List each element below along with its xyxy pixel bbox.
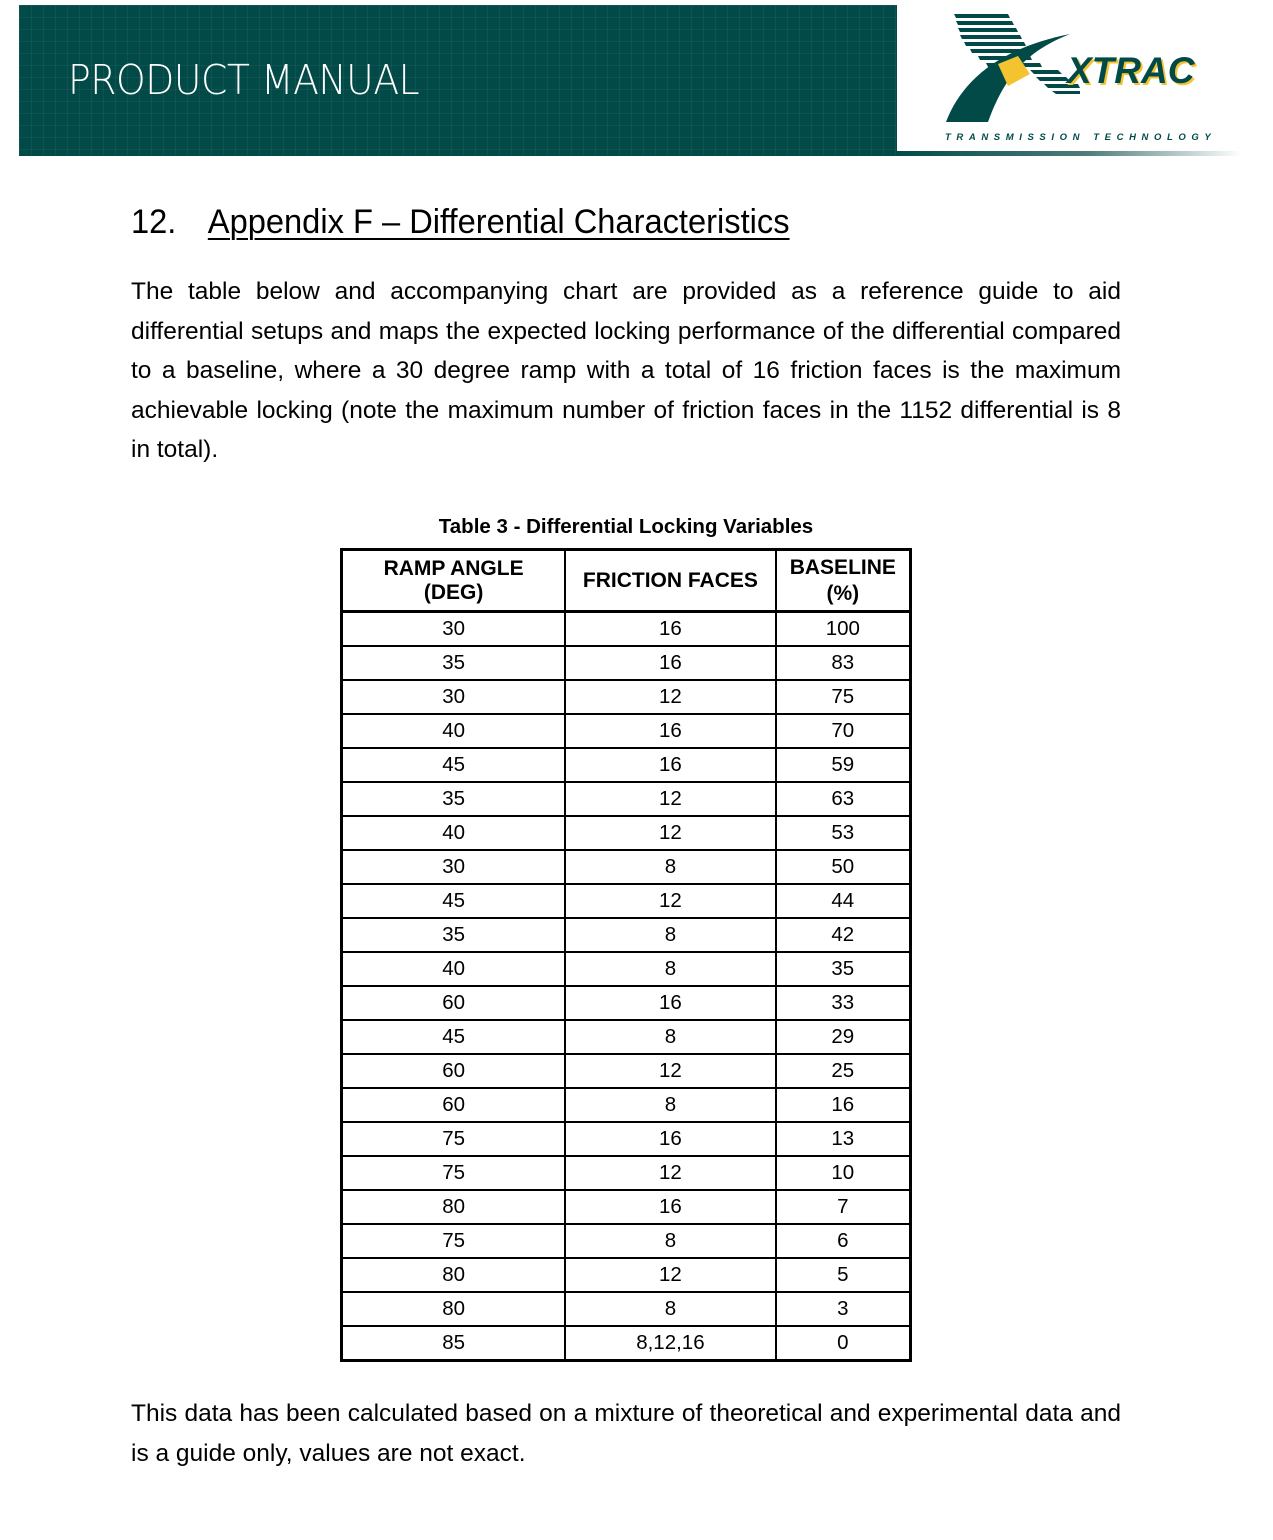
ramp-angle-cell: 85 (342, 1326, 566, 1361)
baseline-cell: 42 (776, 918, 911, 952)
ramp-angle-cell: 60 (342, 1054, 566, 1088)
intro-paragraph: The table below and accompanying chart are provided as a reference guide to aid differential setups and maps the expected locking performance of the differential compared to a baseline, where a 30 degree ramp with a total of 16 friction faces is the maximum achievable locking (note the maximum number of friction faces in the 1152 differential is 8 in total). (131, 278, 1121, 463)
baseline-cell: 29 (776, 1020, 911, 1054)
friction-faces-cell: 8 (565, 1292, 775, 1326)
friction-faces-cell: 12 (565, 1156, 775, 1190)
friction-faces-cell: 8 (565, 1088, 775, 1122)
friction-faces-cell: 16 (565, 986, 775, 1020)
column-header-ramp-angle (342, 550, 566, 612)
ramp-angle-cell: 45 (342, 1020, 566, 1054)
baseline-cell: 0 (776, 1326, 911, 1361)
baseline-cell: 100 (776, 612, 911, 647)
table-row (342, 1054, 911, 1088)
friction-faces-cell: 8 (565, 1020, 775, 1054)
friction-faces-cell: 12 (565, 816, 775, 850)
table-row (342, 1190, 911, 1224)
baseline-cell: 13 (776, 1122, 911, 1156)
friction-faces-cell: 8 (565, 850, 775, 884)
ramp-angle-cell: 45 (342, 748, 566, 782)
ramp-angle-cell: 40 (342, 816, 566, 850)
ramp-angle-cell: 30 (342, 612, 566, 647)
baseline-cell: 10 (776, 1156, 911, 1190)
table-row (342, 680, 911, 714)
table-row (342, 646, 911, 680)
table-row (342, 1326, 911, 1361)
table-caption: Table 3 - Differential Locking Variables (438, 515, 814, 538)
baseline-cell: 7 (776, 1190, 911, 1224)
ramp-angle-cell: 80 (342, 1258, 566, 1292)
table-row (342, 1020, 911, 1054)
friction-faces-cell: 16 (565, 748, 775, 782)
ramp-angle-cell: 40 (342, 714, 566, 748)
ramp-angle-cell: 35 (342, 918, 566, 952)
differential-locking-table (340, 548, 912, 1362)
ramp-angle-cell: 80 (342, 1190, 566, 1224)
table-row (342, 884, 911, 918)
document-title: PRODUCT MANUAL (68, 56, 420, 104)
friction-faces-cell: 8 (565, 952, 775, 986)
ramp-angle-cell: 75 (342, 1156, 566, 1190)
baseline-cell: 25 (776, 1054, 911, 1088)
friction-faces-cell: 16 (565, 612, 775, 647)
ramp-angle-cell: 75 (342, 1224, 566, 1258)
column-header-baseline (776, 550, 911, 612)
baseline-cell: 83 (776, 646, 911, 680)
baseline-cell: 5 (776, 1258, 911, 1292)
friction-faces-cell: 12 (565, 1258, 775, 1292)
ramp-angle-cell: 30 (342, 850, 566, 884)
column-header-baseline-unit: (%) (826, 581, 860, 605)
section-heading (131, 201, 790, 243)
baseline-cell: 53 (776, 816, 911, 850)
baseline-cell: 3 (776, 1292, 911, 1326)
baseline-cell: 44 (776, 884, 911, 918)
table-row (342, 1258, 911, 1292)
friction-faces-cell: 16 (565, 1190, 775, 1224)
table-row (342, 1156, 911, 1190)
section-number: 12. (131, 203, 177, 241)
ramp-angle-cell: 60 (342, 1088, 566, 1122)
friction-faces-cell: 16 (565, 1122, 775, 1156)
baseline-cell: 75 (776, 680, 911, 714)
baseline-cell: 16 (776, 1088, 911, 1122)
table-row (342, 918, 911, 952)
ramp-angle-cell: 60 (342, 986, 566, 1020)
friction-faces-cell: 12 (565, 1054, 775, 1088)
table-row (342, 714, 911, 748)
table-row (342, 1122, 911, 1156)
baseline-cell: 6 (776, 1224, 911, 1258)
baseline-cell: 59 (776, 748, 911, 782)
ramp-angle-cell: 35 (342, 782, 566, 816)
ramp-angle-cell: 35 (342, 646, 566, 680)
friction-faces-cell: 12 (565, 884, 775, 918)
friction-faces-cell: 16 (565, 714, 775, 748)
table-row (342, 782, 911, 816)
section-title: Appendix F – Differential Characteristics (207, 203, 790, 241)
baseline-cell: 50 (776, 850, 911, 884)
table-row (342, 952, 911, 986)
brand-tagline: TRANSMISSION TECHNOLOGY (945, 132, 1217, 143)
ramp-angle-cell: 40 (342, 952, 566, 986)
column-header-friction-faces: FRICTION FACES (565, 550, 775, 612)
baseline-cell: 33 (776, 986, 911, 1020)
ramp-angle-cell: 45 (342, 884, 566, 918)
friction-faces-cell: 16 (565, 646, 775, 680)
ramp-angle-cell: 75 (342, 1122, 566, 1156)
table-row (342, 986, 911, 1020)
table-row (342, 850, 911, 884)
friction-faces-cell: 12 (565, 782, 775, 816)
logo-underline-divider (897, 151, 1242, 156)
table-row (342, 1224, 911, 1258)
table-row (342, 816, 911, 850)
table-row (342, 612, 911, 647)
baseline-cell: 63 (776, 782, 911, 816)
friction-faces-cell: 12 (565, 680, 775, 714)
friction-faces-cell: 8 (565, 918, 775, 952)
note-paragraph: This data has been calculated based on a mixture of theoretical and experimental data and is a guide only, values are not exact. (131, 1400, 1121, 1467)
ramp-angle-cell: 80 (342, 1292, 566, 1326)
table-row (342, 748, 911, 782)
baseline-cell: 70 (776, 714, 911, 748)
table-row (342, 1088, 911, 1122)
table-header-row (342, 550, 911, 612)
column-header-baseline-label: BASELINE (789, 555, 896, 579)
friction-faces-cell: 8 (565, 1224, 775, 1258)
column-header-ramp-angle-label: RAMP ANGLE (DEG) (383, 556, 524, 604)
friction-faces-cell: 8,12,16 (565, 1326, 775, 1361)
ramp-angle-cell: 30 (342, 680, 566, 714)
brand-name: XTRAC (1067, 50, 1195, 91)
xtrac-x-mark-icon (940, 10, 1080, 125)
baseline-cell: 35 (776, 952, 911, 986)
table-row (342, 1292, 911, 1326)
